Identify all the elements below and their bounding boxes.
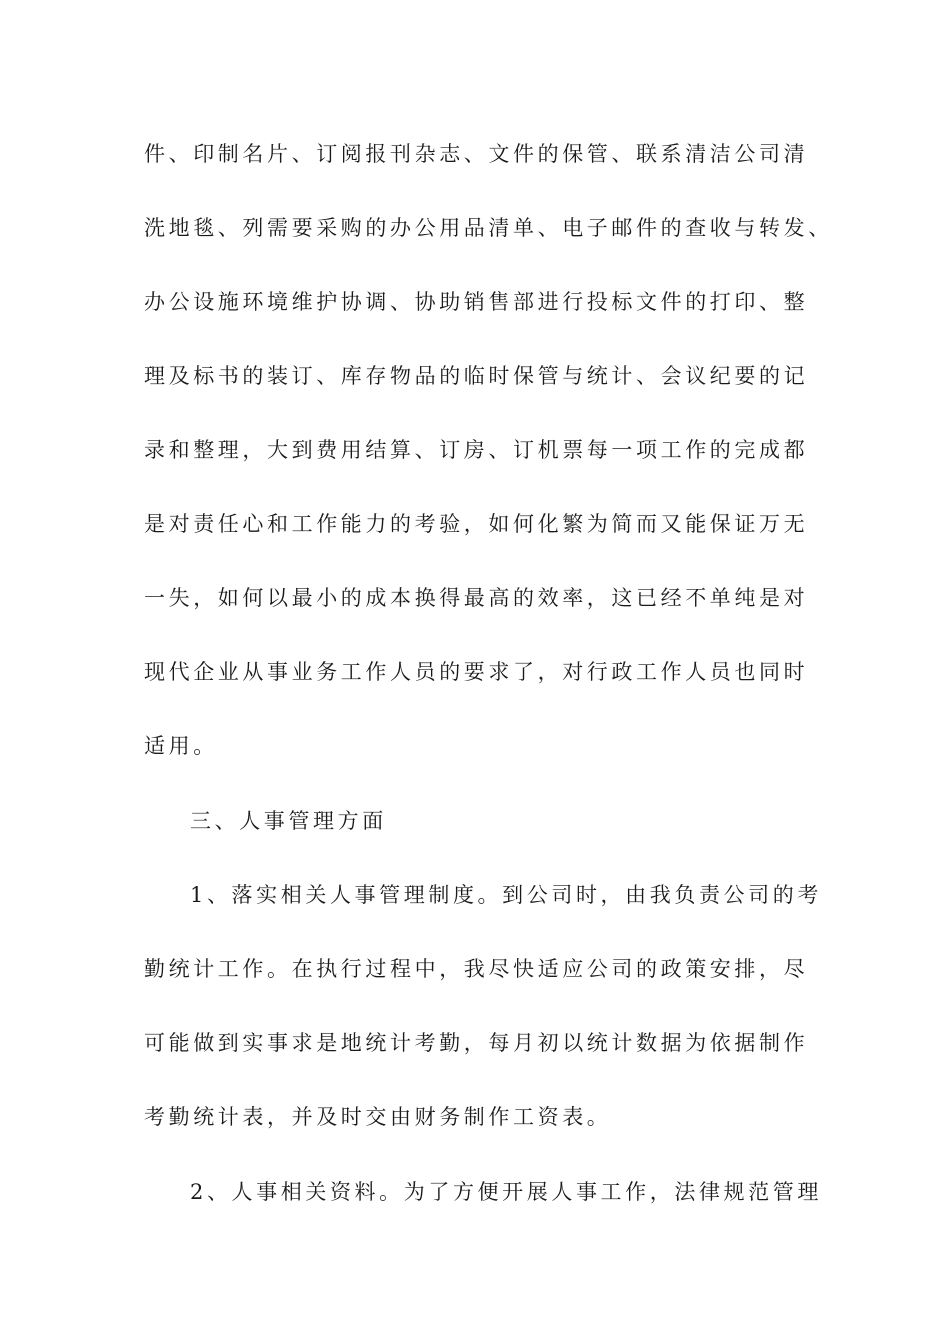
- paragraph-line: 理及标书的装订、库存物品的临时保管与统计、会议纪要的记: [144, 364, 809, 388]
- paragraph-line: 勤统计工作。在执行过程中，我尽快适应公司的政策安排，尽: [144, 957, 809, 981]
- paragraph-line: 一失，如何以最小的成本换得最高的效率，这已经不单纯是对: [144, 586, 809, 610]
- paragraph-line: 现代企业从事业务工作人员的要求了，对行政工作人员也同时: [144, 660, 809, 684]
- paragraph-line: 2、人事相关资料。为了方便开展人事工作，法律规范管理: [190, 1180, 822, 1204]
- paragraph-line: 办公设施环境维护协调、协助销售部进行投标文件的打印、整: [144, 290, 809, 314]
- paragraph-line: 录和整理，大到费用结算、订房、订机票每一项工作的完成都: [144, 438, 809, 462]
- paragraph-line: 1、落实相关人事管理制度。到公司时，由我负责公司的考: [190, 883, 822, 907]
- paragraph-line: 是对责任心和工作能力的考验，如何化繁为简而又能保证万无: [144, 512, 809, 536]
- paragraph-line: 适用。: [144, 734, 218, 758]
- paragraph-line: 考勤统计表，并及时交由财务制作工资表。: [144, 1105, 612, 1129]
- paragraph-line: 洗地毯、列需要采购的办公用品清单、电子邮件的查收与转发、: [144, 216, 833, 240]
- paragraph-line: 可能做到实事求是地统计考勤，每月初以统计数据为依据制作: [144, 1031, 809, 1055]
- paragraph-line: 件、印制名片、订阅报刊杂志、文件的保管、联系清洁公司清: [144, 142, 809, 166]
- section-heading: 三、人事管理方面: [190, 809, 387, 833]
